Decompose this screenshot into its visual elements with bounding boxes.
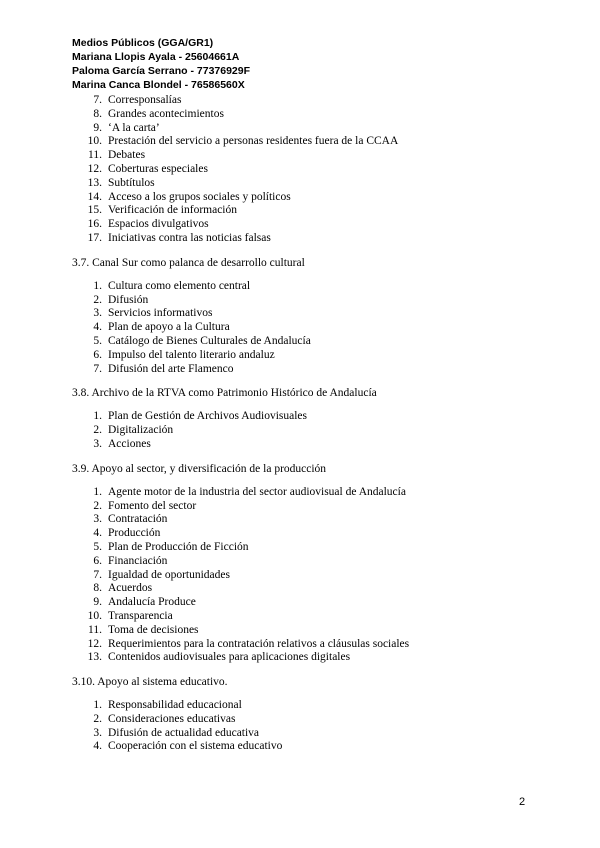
list-item-text: Plan de apoyo a la Cultura — [108, 321, 230, 334]
list-item-text: Difusión — [108, 293, 149, 306]
list-item-text: Servicios informativos — [108, 307, 213, 320]
list-item — [72, 582, 532, 596]
list-item-text: Difusión del arte Flamenco — [108, 362, 234, 375]
list-item-text: Plan de Producción de Ficción — [108, 540, 249, 553]
list-item-text: Producción — [108, 527, 161, 540]
list-item-text: Andalucía Produce — [108, 596, 196, 609]
list-item-number: 2. — [93, 424, 102, 437]
list-item — [72, 204, 532, 218]
list-item-text: Contenidos audiovisuales para aplicaciones digitales — [108, 651, 351, 664]
list-item — [72, 424, 532, 438]
list-item-number: 12. — [87, 637, 102, 650]
author-line: Mariana Llopis Ayala - 25604661A — [72, 51, 240, 63]
list-item-number: 7. — [93, 362, 102, 375]
list-item-number: 13. — [87, 176, 102, 189]
list-item-text: Contratación — [108, 513, 168, 526]
list-item-text: Digitalización — [108, 424, 174, 437]
list-item-text: Corresponsalías — [108, 94, 182, 106]
author-line: Marina Canca Blondel - 76586560X — [72, 79, 245, 91]
list-item-text: Subtítulos — [108, 176, 155, 189]
list-item-number: 4. — [93, 527, 102, 540]
list-item-text: Agente motor de la industria del sector audiovisual de Andalucía — [108, 485, 406, 498]
list-item-text: Financiación — [108, 554, 168, 567]
list-item-number: 9. — [93, 121, 102, 134]
list-item — [72, 218, 532, 232]
list-item-text: Verificación de información — [108, 204, 237, 217]
list-item — [72, 740, 532, 754]
list-item — [72, 410, 532, 424]
list-item-number: 15. — [87, 204, 102, 217]
list-item-number: 1. — [93, 279, 102, 292]
list-item-number: 6. — [93, 348, 102, 361]
list-item-text: Acciones — [108, 437, 151, 450]
list-item-text: Consideraciones educativas — [108, 712, 236, 725]
list-item — [72, 177, 532, 191]
section-heading: 3.9. Apoyo al sector, y diversificación de la producción — [72, 462, 327, 475]
list-item — [72, 108, 532, 122]
list-item — [72, 135, 532, 149]
list-item — [72, 638, 532, 652]
list-item — [72, 713, 532, 727]
list-item-text: Grandes acontecimientos — [108, 107, 224, 120]
list-item — [72, 280, 532, 294]
list-item-number: 12. — [87, 162, 102, 175]
list-item — [72, 232, 532, 246]
list-item — [72, 294, 532, 308]
list-item — [72, 321, 532, 335]
list-item-text: Difusión de actualidad educativa — [108, 726, 260, 739]
list-item — [72, 349, 532, 363]
section-heading: 3.10. Apoyo al sistema educativo. — [72, 676, 228, 689]
list-item — [72, 541, 532, 555]
list-item-number: 4. — [93, 740, 102, 753]
list-item-number: 8. — [93, 107, 102, 120]
section-list — [72, 486, 532, 665]
list-item-text: Cultura como elemento central — [108, 279, 251, 292]
list-item — [72, 727, 532, 741]
list-item — [72, 500, 532, 514]
list-item-text: Debates — [108, 149, 146, 162]
list-item — [72, 191, 532, 205]
author-header — [72, 36, 250, 92]
section-heading: 3.7. Canal Sur como palanca de desarrollo cultural — [72, 256, 305, 269]
list-item-text: Espacios divulgativos — [108, 218, 209, 231]
list-item-number: 2. — [93, 293, 102, 306]
list-item — [72, 94, 532, 108]
list-item-number: 3. — [93, 513, 102, 526]
list-item-number: 16. — [87, 218, 102, 231]
list-item-text: Cooperación con el sistema educativo — [108, 740, 283, 753]
list-item-number: 2. — [93, 712, 102, 725]
list-item-number: 9. — [93, 596, 102, 609]
course-title: Medios Públicos (GGA/GR1) — [72, 37, 214, 49]
list-item-number: 1. — [93, 410, 102, 423]
section-list — [72, 699, 532, 754]
list-item-number: 1. — [93, 485, 102, 498]
list-item-number: 7. — [93, 568, 102, 581]
list-item — [72, 486, 532, 500]
list-item — [72, 307, 532, 321]
list-item-number: 5. — [93, 334, 102, 347]
list-item-text: Plan de Gestión de Archivos Audiovisuales — [108, 410, 307, 423]
list-item-text: Coberturas especiales — [108, 162, 208, 175]
list-item-number: 4. — [93, 321, 102, 334]
list-item-text: Requerimientos para la contratación relativos a cláusulas sociales — [108, 637, 410, 650]
section-list — [72, 280, 532, 377]
list-item-number: 11. — [88, 623, 102, 636]
section-list — [72, 410, 532, 451]
list-item-number: 2. — [93, 499, 102, 512]
list-item-number: 8. — [93, 582, 102, 595]
list-item-text: Fomento del sector — [108, 499, 197, 512]
list-item-number: 17. — [87, 231, 102, 244]
list-item-text: Igualdad de oportunidades — [108, 568, 230, 581]
list-item — [72, 335, 532, 349]
list-item — [72, 363, 532, 377]
list-item-number: 11. — [88, 149, 102, 162]
list-item — [72, 569, 532, 583]
list-item-number: 3. — [93, 307, 102, 320]
list-item — [72, 596, 532, 610]
list-item-number: 14. — [87, 190, 102, 203]
list-item — [72, 555, 532, 569]
document-body — [72, 94, 532, 754]
list-item-text: Prestación del servicio a personas residentes fuera de la CCAA — [108, 135, 399, 148]
list-item-text: Acuerdos — [108, 582, 153, 595]
list-item — [72, 699, 532, 713]
list-item-number: 7. — [93, 94, 102, 106]
list-item-number: 10. — [87, 135, 102, 148]
list-item-text: Responsabilidad educacional — [108, 699, 242, 712]
list-item-number: 5. — [93, 540, 102, 553]
list-item-number: 3. — [93, 437, 102, 450]
list-item — [72, 651, 532, 665]
list-item-text: Acceso a los grupos sociales y políticos — [108, 190, 291, 203]
list-item — [72, 527, 532, 541]
section-heading: 3.8. Archivo de la RTVA como Patrimonio Histórico de Andalucía — [72, 387, 377, 400]
list-item — [72, 624, 532, 638]
list-item-text: Catálogo de Bienes Culturales de Andalucía — [108, 334, 311, 347]
list-item-text: Transparencia — [108, 609, 173, 622]
list-item-number: 6. — [93, 554, 102, 567]
list-item — [72, 122, 532, 136]
list-item-number: 1. — [93, 699, 102, 712]
continued-list — [72, 94, 532, 246]
list-item — [72, 438, 532, 452]
list-item — [72, 149, 532, 163]
list-item — [72, 163, 532, 177]
list-item-text: Toma de decisiones — [108, 623, 199, 636]
list-item-text: ‘A la carta’ — [108, 121, 160, 134]
page-number: 2 — [519, 796, 526, 808]
list-item-text: Iniciativas contra las noticias falsas — [108, 231, 271, 244]
list-item-number: 13. — [87, 651, 102, 664]
list-item-number: 3. — [93, 726, 102, 739]
author-line: Paloma García Serrano - 77376929F — [72, 65, 251, 77]
list-item — [72, 610, 532, 624]
list-item-text: Impulso del talento literario andaluz — [108, 348, 275, 361]
list-item — [72, 513, 532, 527]
list-item-number: 10. — [87, 609, 102, 622]
sections-container — [72, 256, 532, 755]
